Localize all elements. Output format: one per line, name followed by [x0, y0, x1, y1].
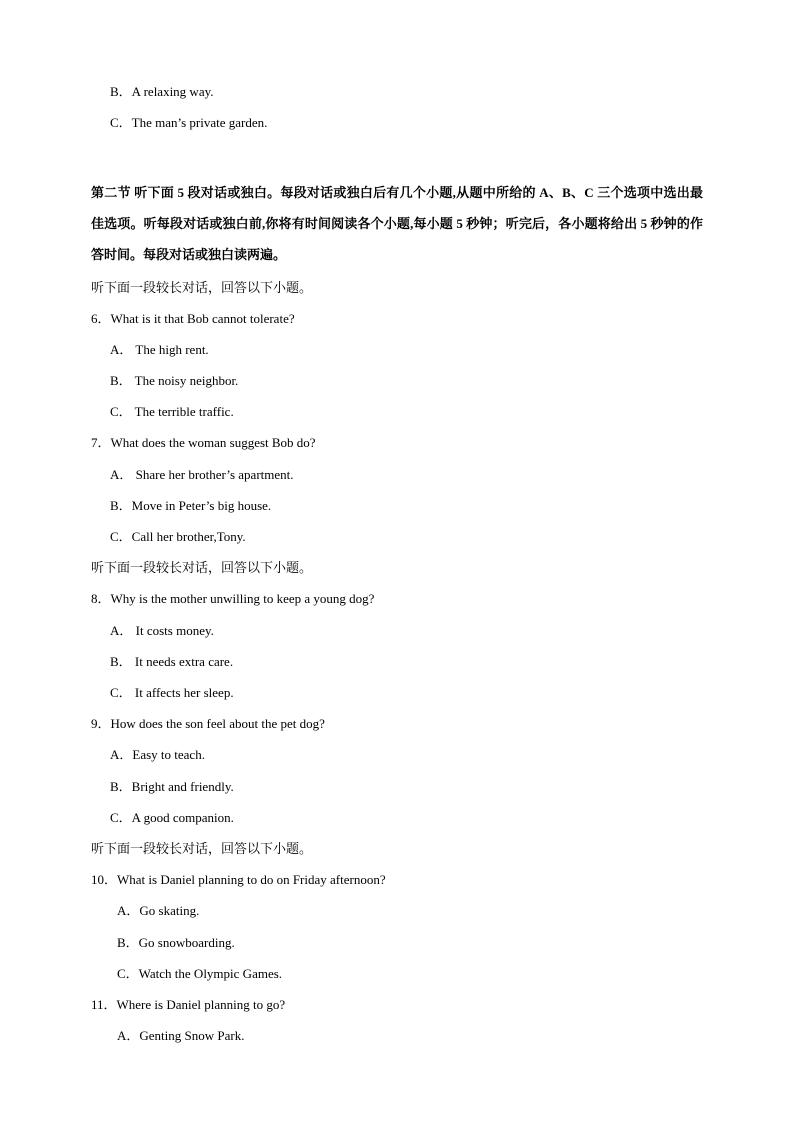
section-instructions: 第二节 听下面 5 段对话或独白。每段对话或独白后有几个小题,从题中所给的 A、B、C 三个选项中选出最佳选项。听每段对话或独白前,你将有时间阅读各个小题,每小题 5 秒钟；听完后，各小题将给出 5 秒钟的作答时间。每段对话或独白读两遍。 [91, 185, 703, 262]
option-c: C．The man’s private garden. [110, 115, 268, 130]
question-stem: 9．How does the son feel about the pet dog? [91, 716, 325, 731]
question-option: A． It costs money. [110, 623, 214, 638]
dialogue-instruction: 听下面一段较长对话，回答以下小题。 [91, 560, 313, 575]
question-option: B．Move in Peter’s big house. [110, 498, 272, 513]
question-option: B．Go snowboarding. [117, 935, 235, 950]
question-option: B． The noisy neighbor. [110, 373, 239, 388]
question-stem: 8．Why is the mother unwilling to keep a young dog? [91, 591, 375, 606]
question-option: B． It needs extra care. [110, 654, 234, 669]
question-option: A． Share her brother’s apartment. [110, 467, 294, 482]
question-option: C．A good companion. [110, 810, 234, 825]
dialogue-instruction: 听下面一段较长对话，回答以下小题。 [91, 841, 313, 856]
question-option: A．Genting Snow Park. [117, 1028, 245, 1043]
question-option: A． The high rent. [110, 342, 209, 357]
question-option: B．Bright and friendly. [110, 779, 234, 794]
question-option: C．Call her brother,Tony. [110, 529, 246, 544]
question-stem: 10．What is Daniel planning to do on Friday afternoon? [91, 872, 386, 887]
question-stem: 11．Where is Daniel planning to go? [91, 997, 286, 1012]
question-option: C． It affects her sleep. [110, 685, 234, 700]
question-stem: 7．What does the woman suggest Bob do? [91, 435, 316, 450]
question-option: A．Easy to teach. [110, 747, 205, 762]
question-stem: 6．What is it that Bob cannot tolerate? [91, 311, 295, 326]
dialogue-instruction: 听下面一段较长对话，回答以下小题。 [91, 280, 313, 295]
question-option: A．Go skating. [117, 903, 200, 918]
question-option: C． The terrible traffic. [110, 404, 234, 419]
question-option: C．Watch the Olympic Games. [117, 966, 283, 981]
option-b: B．A relaxing way. [110, 84, 214, 99]
